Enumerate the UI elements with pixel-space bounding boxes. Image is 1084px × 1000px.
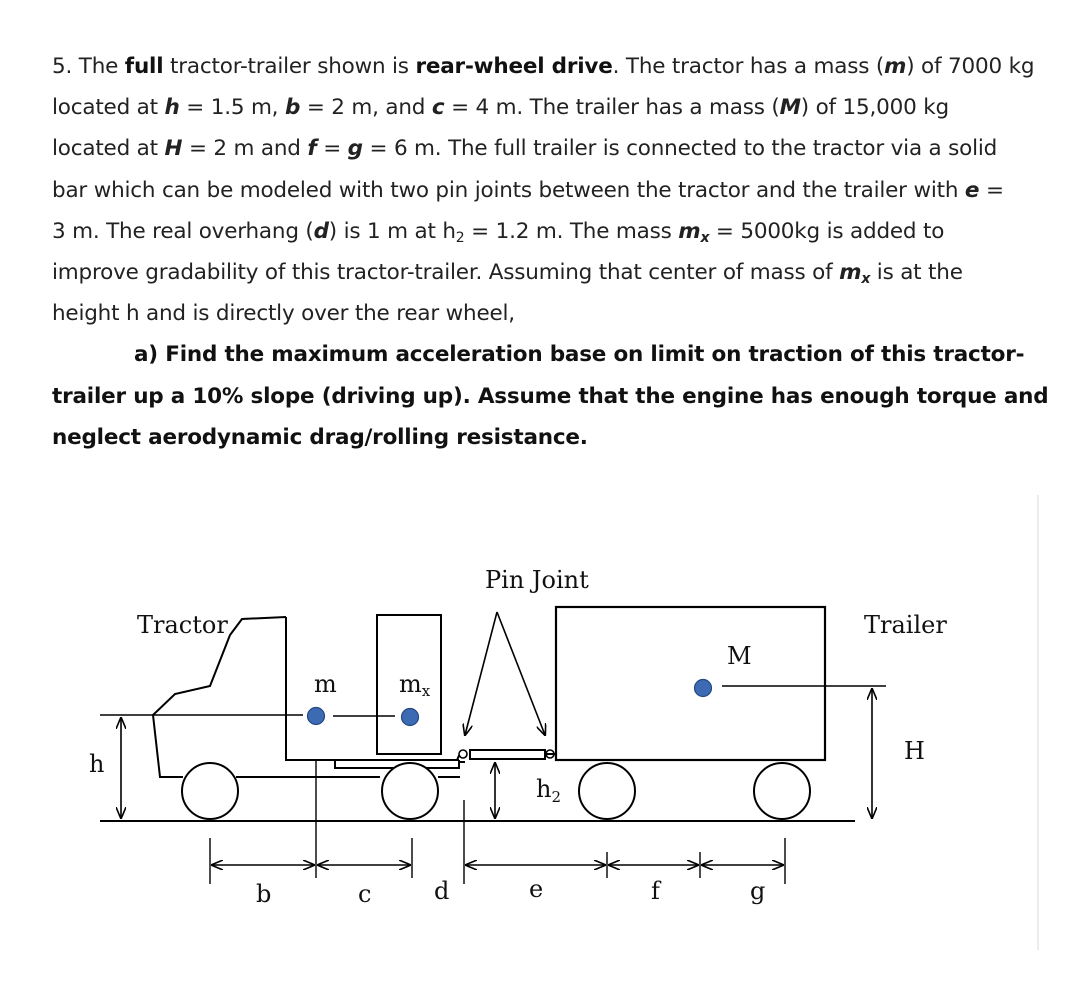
problem-number: 5. <box>52 54 73 79</box>
label-mx-sub: x <box>421 682 431 700</box>
label-b: b <box>256 880 272 908</box>
text: = 1.2 m. The mass <box>471 218 672 244</box>
label-f: f <box>651 877 660 905</box>
symbol-mx: m <box>678 218 701 244</box>
pin-pointer-left <box>465 612 497 735</box>
tractor-rear-wheel <box>382 763 438 819</box>
label-pin-joint: Pin Joint <box>485 566 589 594</box>
problem-line-6 <box>52 252 1062 293</box>
label-tractor: Tractor <box>137 611 228 639</box>
symbol-e: e <box>964 177 980 203</box>
label-mx-main: m <box>399 670 422 698</box>
symbol-m: m <box>884 54 907 79</box>
symbol-M: M <box>779 95 801 121</box>
part-a-line-3: neglect aerodynamic drag/rolling resistance. <box>52 424 588 450</box>
label-h: h <box>89 750 105 778</box>
symbol-b: b <box>284 95 301 121</box>
text: ) of 7000 kg <box>906 54 1035 79</box>
label-m: m <box>314 670 337 698</box>
label-M: M <box>727 642 752 670</box>
text: = 6 m. The full trailer is connected to the tractor via a solid <box>369 136 998 162</box>
mass-mx-dot <box>402 709 419 726</box>
label-h2 <box>536 775 561 806</box>
part-a-line-2: trailer up a 10% slope (driving up). Assume that the engine has enough torque and <box>52 383 1049 409</box>
text: The <box>78 54 119 79</box>
problem-line-1 <box>52 46 1062 87</box>
tractor-front-wheel <box>182 763 238 819</box>
text: = 2 m and <box>188 136 301 162</box>
symbol-c: c <box>431 95 445 121</box>
symbol-mx-sub: x <box>700 229 710 246</box>
mass-m-dot <box>308 708 325 725</box>
mass-M-dot <box>695 680 712 697</box>
text: = 4 m. The trailer has a mass ( <box>451 95 780 121</box>
text: = <box>323 136 342 162</box>
text: bar which can be modeled with two pin joints between the tractor and the trailer with <box>52 177 959 203</box>
problem-statement <box>52 46 1062 458</box>
text: = 1.5 m, <box>186 95 279 121</box>
symbol-mx-sub: x <box>861 270 871 287</box>
text: improve gradability of this tractor-trailer. Assuming that center of mass of <box>52 259 833 285</box>
problem-line-5 <box>52 211 1062 252</box>
text: is at the <box>876 259 963 285</box>
tractor-trailer-diagram <box>0 480 1084 1000</box>
text: 3 m. The real overhang ( <box>52 218 314 244</box>
text: . The tractor has a mass ( <box>612 54 885 79</box>
trailer-box <box>556 607 825 760</box>
text: located at <box>52 136 158 162</box>
text: = 5000kg is added to <box>715 218 945 244</box>
subscript-2: 2 <box>455 229 465 246</box>
part-a-line-1: a) Find the maximum acceleration base on limit on traction of this tractor- <box>134 342 1025 368</box>
pin-joint-tractor <box>459 750 467 758</box>
text: ) is 1 m at h <box>328 218 456 244</box>
label-e: e <box>529 875 544 903</box>
trailer-rear-wheel <box>754 763 810 819</box>
symbol-f: f <box>307 136 317 162</box>
symbol-d: d <box>313 218 329 244</box>
text: = 2 m, and <box>306 95 426 121</box>
text: tractor-trailer shown is <box>170 54 409 79</box>
label-c: c <box>358 880 372 908</box>
symbol-g: g <box>347 136 363 162</box>
problem-line-4 <box>52 170 1062 211</box>
emphasis-rear-wheel-drive: rear-wheel drive <box>415 54 613 79</box>
label-h2-main: h <box>536 775 552 803</box>
label-g: g <box>750 877 766 905</box>
trailer-front-wheel <box>579 763 635 819</box>
pin-pointer-right <box>497 612 545 735</box>
text: located at <box>52 95 158 121</box>
text: = <box>985 177 1004 203</box>
label-mx <box>399 670 431 700</box>
symbol-h: h <box>164 95 180 121</box>
symbol-mx: m <box>839 259 862 285</box>
problem-line-2 <box>52 87 1062 128</box>
label-d: d <box>434 877 450 905</box>
label-h2-sub: 2 <box>551 788 562 806</box>
label-trailer: Trailer <box>864 611 947 639</box>
symbol-H: H <box>164 136 183 162</box>
connecting-bar <box>470 750 545 759</box>
problem-line-3 <box>52 128 1062 169</box>
text: ) of 15,000 kg <box>800 95 949 121</box>
problem-line-7: height h and is directly over the rear wheel, <box>52 301 515 327</box>
emphasis-full: full <box>124 54 164 79</box>
label-H: H <box>904 737 925 765</box>
